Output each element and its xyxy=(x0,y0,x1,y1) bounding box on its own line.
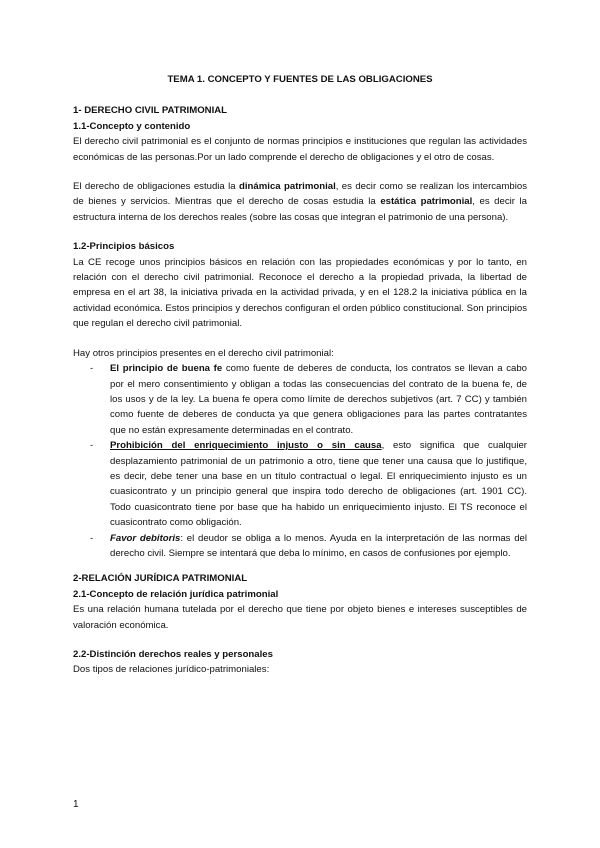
section1-2-heading: 1.2-Principios básicos xyxy=(73,241,175,253)
bullet-text: , esto significa que cualquier desplazamiento patrimonial de un patrimonio a otro, tiene que tener una causa que lo justifique, es decir, debe tener una base en un título contractual o legal. El enriquecimiento injusto es un cuasicontrato y un principio general que inspira todo derecho de obligaciones (art. 1901 CC). Todo cuasicontrato tiene por base que ha habido un enriquecimiento injusto. El TS reconoce el cuasicontrato como obligación. xyxy=(110,440,527,529)
paragraph-text: , es decir como se realizan los intercambios de bienes y servicios. Mientras que el derecho de cosas estudia la xyxy=(73,181,527,208)
bullet-text: como fuente de deberes de conducta, los contratos se llevan a cabo por el mero consentimiento y obligan a todas las consecuencias del contrato de la buena fe, de los usos y de la ley. La buena fe opera como límite de derechos subjetivos (art. 7 CC) y también como fuente de deberes de conducta ya que genera obligaciones para las partes contratantes que no están expresamente determinadas en el contrato. xyxy=(110,363,528,436)
section2-heading: 2-RELACIÓN JURÍDICA PATRIMONIAL xyxy=(73,573,248,585)
section1-2-paragraph-2: Hay otros principios presentes en el derecho civil patrimonial: xyxy=(73,347,334,359)
bullet-bold-lead: Prohibición del enriquecimiento injusto o sin causa xyxy=(110,440,382,452)
document-title: TEMA 1. CONCEPTO Y FUENTES DE LAS OBLIGACIONES xyxy=(167,74,433,85)
section1-1-paragraph-2 xyxy=(73,179,527,225)
section1-1-paragraph-1: El derecho civil patrimonial es el conjunto de normas principios e instituciones que regulan las actividades económicas de las personas.Por un lado comprende el derecho de obligaciones y el otro de cosas. xyxy=(73,136,527,163)
section2-1-paragraph-1: Es una relación humana tutelada por el derecho que tiene por objeto bienes e intereses susceptibles de valoración económica. xyxy=(73,604,527,631)
bullet-dash: - xyxy=(90,440,94,452)
page-number: 1 xyxy=(73,799,79,810)
bullet-bold-lead: El principio de buena fe xyxy=(110,363,223,375)
section1-1-heading: 1.1-Concepto y contenido xyxy=(73,120,191,132)
bold-term-dinamica: dinámica patrimonial xyxy=(239,181,336,193)
section2-2-paragraph-1: Dos tipos de relaciones jurídico-patrimoniales: xyxy=(73,664,270,676)
bullet-text: : el deudor se obliga a lo menos. Ayuda en la interpretación de las normas del derecho civil. Siempre se intentará que deba lo mínimo, en casos de confusiones por ejemplo. xyxy=(110,532,528,559)
principles-list xyxy=(73,361,527,561)
bold-term-estatica: estática patrimonial xyxy=(380,196,473,208)
section2-2-heading: 2.2-Distinción derechos reales y personales xyxy=(73,649,273,660)
bullet-dash: - xyxy=(90,363,94,375)
section1-2-paragraph-1: La CE recoge unos principios básicos en relación con las propiedades económicas y por lo tanto, en relación con el derecho civil patrimonial. Reconoce el derecho a la propiedad privada, la libertad de empresa en el art 38, la iniciativa privada en la actividad privada, y en el 128.2 la iniciativa pública en la actividad económica. Estos principios y derechos configuran el orden público constitucional. Son principios que regulan el derecho civil patrimonial. xyxy=(73,256,527,330)
section1-heading: 1- DERECHO CIVIL PATRIMONIAL xyxy=(73,105,228,117)
list-item xyxy=(90,438,527,530)
bullet-bold-lead: Favor debitoris xyxy=(110,532,181,544)
list-item xyxy=(90,361,528,438)
bullet-dash: - xyxy=(90,532,94,544)
list-item xyxy=(90,531,528,562)
paragraph-text: El derecho de obligaciones estudia la xyxy=(73,181,240,193)
section2-1-heading: 2.1-Concepto de relación jurídica patrimonial xyxy=(73,588,279,600)
paragraph-text: , es decir la estructura interna de los derechos reales (sobre las cosas que integran el patrimonio de una persona). xyxy=(73,196,527,223)
